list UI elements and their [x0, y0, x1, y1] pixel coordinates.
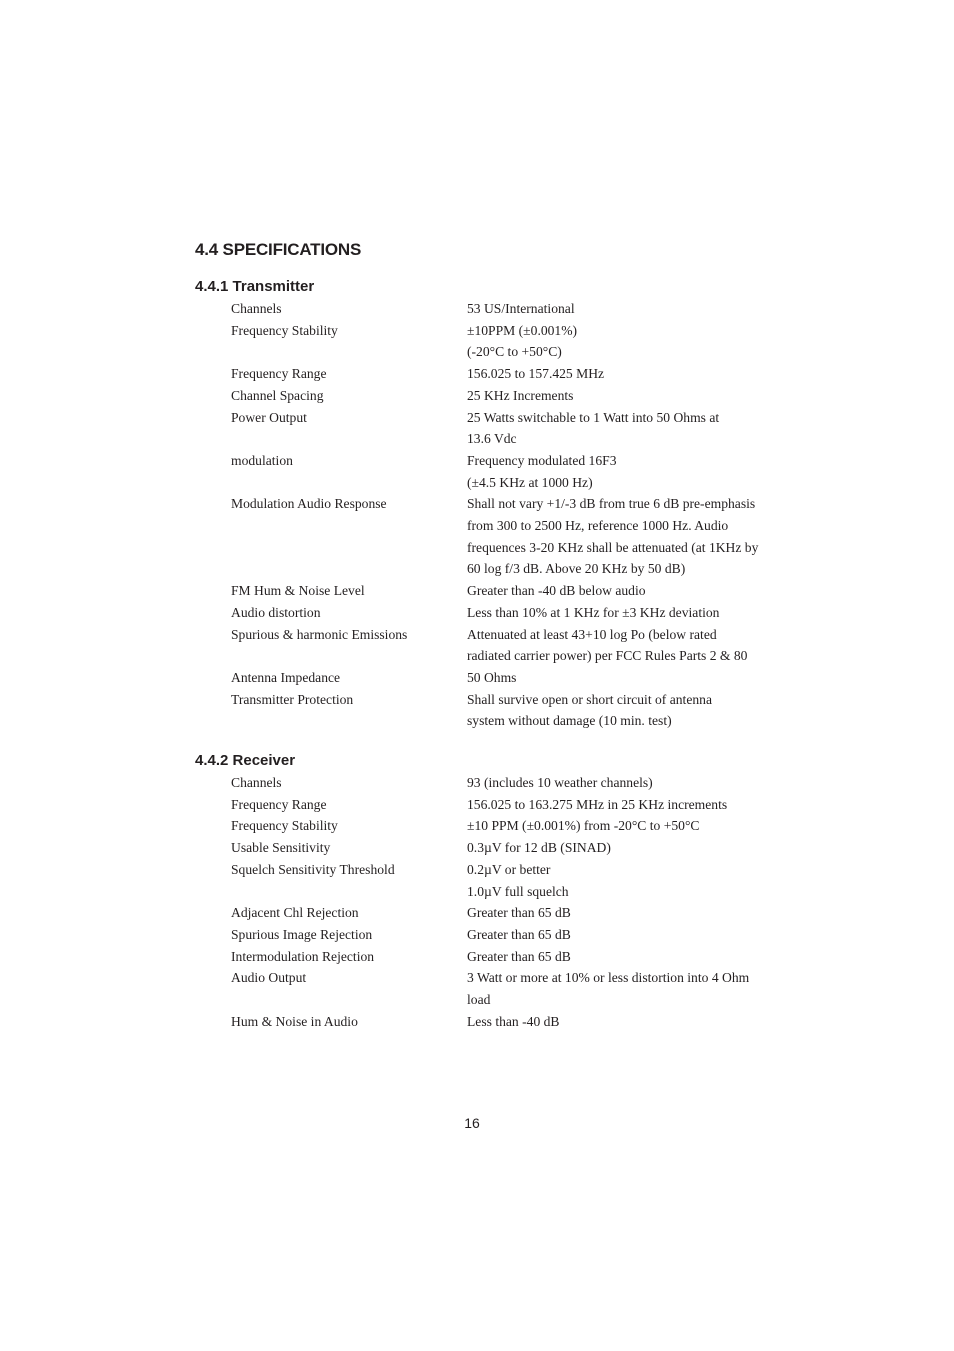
- spec-value: [467, 924, 776, 946]
- spec-row: [231, 407, 776, 450]
- spec-row: [231, 320, 776, 363]
- spec-label: Spurious & harmonic Emissions: [231, 626, 408, 642]
- spec-label: Hum & Noise in Audio: [231, 1013, 358, 1029]
- spec-row: [231, 794, 776, 816]
- spec-label: Transmitter Protection: [231, 691, 354, 707]
- spec-row: [231, 385, 776, 407]
- spec-value: [467, 580, 776, 602]
- spec-value: [467, 815, 776, 837]
- spec-value-line: from 300 to 2500 Hz, reference 1000 Hz. Audio: [467, 518, 729, 534]
- spec-value-line: ±10PPM (±0.001%): [467, 322, 578, 338]
- spec-value-line: 0.2µV or better: [467, 861, 551, 877]
- spec-row: [231, 667, 776, 689]
- transmitter-spec-list: [231, 298, 776, 732]
- spec-label: Channels: [231, 301, 282, 316]
- spec-value: [467, 624, 776, 667]
- spec-value: [467, 493, 776, 580]
- spec-value: [467, 320, 776, 363]
- spec-label: Modulation Audio Response: [231, 496, 387, 512]
- spec-label: Channel Spacing: [231, 387, 324, 403]
- spec-value-line: load: [467, 992, 491, 1008]
- spec-value: [467, 602, 776, 624]
- spec-value-line: Greater than 65 dB: [467, 948, 571, 964]
- spec-value-line: Greater than -40 dB below audio: [467, 583, 646, 599]
- spec-row: [231, 837, 776, 859]
- spec-row: [231, 946, 776, 968]
- spec-label: Power Output: [231, 409, 307, 425]
- spec-label: Antenna Impedance: [231, 669, 341, 685]
- spec-row: [231, 450, 776, 493]
- spec-row: [231, 493, 776, 580]
- spec-value-line: (±4.5 KHz at 1000 Hz): [467, 474, 593, 490]
- spec-value-line: 1.0µV full squelch: [467, 883, 569, 899]
- spec-value-line: ±10 PPM (±0.001%) from -20°C to +50°C: [467, 818, 700, 834]
- spec-label: Frequency Stability: [231, 322, 338, 338]
- spec-value-line: Less than 10% at 1 KHz for ±3 KHz deviation: [467, 604, 720, 620]
- spec-value: [467, 667, 776, 689]
- receiver-spec-list: [231, 772, 776, 1032]
- spec-value: [467, 385, 776, 407]
- spec-label: Frequency Stability: [231, 818, 338, 834]
- spec-value-line: Frequency modulated 16F3: [467, 452, 617, 468]
- spec-value-line: 93 (includes 10 weather channels): [467, 775, 653, 790]
- spec-value-line: 25 Watts switchable to 1 Watt into 50 Ohms at: [467, 409, 720, 425]
- spec-label: modulation: [231, 452, 293, 468]
- spec-value: [467, 363, 776, 385]
- spec-value-line: 13.6 Vdc: [467, 431, 517, 447]
- spec-label: Spurious Image Rejection: [231, 926, 373, 942]
- spec-label: Channels: [231, 775, 282, 790]
- spec-row: [231, 1011, 776, 1033]
- spec-row: [231, 689, 776, 732]
- spec-label: Audio distortion: [231, 604, 321, 620]
- spec-value: [467, 902, 776, 924]
- spec-label: Squelch Sensitivity Threshold: [231, 861, 395, 877]
- spec-value: [467, 407, 776, 450]
- spec-value: [467, 967, 776, 1010]
- spec-value: [467, 772, 776, 794]
- spec-value-line: Shall survive open or short circuit of antenna: [467, 691, 712, 707]
- spec-value-line: 156.025 to 157.425 MHz: [467, 366, 605, 382]
- spec-row: [231, 363, 776, 385]
- spec-row: [231, 298, 776, 320]
- spec-value-line: 53 US/International: [467, 301, 575, 316]
- spec-value-line: system without damage (10 min. test): [467, 713, 672, 729]
- spec-value-line: 60 log f/3 dB. Above 20 KHz by 50 dB): [467, 561, 686, 577]
- spec-row: [231, 602, 776, 624]
- spec-value-line: Greater than 65 dB: [467, 905, 571, 921]
- spec-value-line: Shall not vary +1/-3 dB from true 6 dB pre-emphasis: [467, 496, 756, 512]
- spec-value-line: Attenuated at least 43+10 log Po (below rated: [467, 626, 717, 642]
- spec-label: Frequency Range: [231, 796, 327, 812]
- spec-value-line: (-20°C to +50°C): [467, 344, 562, 360]
- spec-row: [231, 902, 776, 924]
- spec-value: [467, 859, 776, 902]
- spec-value: [467, 298, 776, 320]
- spec-label: FM Hum & Noise Level: [231, 583, 365, 599]
- spec-value-line: 156.025 to 163.275 MHz in 25 KHz increments: [467, 796, 728, 812]
- spec-value: [467, 450, 776, 493]
- spec-row: [231, 924, 776, 946]
- spec-value-line: 25 KHz Increments: [467, 387, 574, 403]
- spec-row: [231, 859, 776, 902]
- spec-value-line: frequences 3-20 KHz shall be attenuated (at 1KHz by: [467, 539, 759, 555]
- spec-value-line: 3 Watt or more at 10% or less distortion into 4 Ohm: [467, 970, 750, 986]
- spec-row: [231, 772, 776, 794]
- spec-label: Intermodulation Rejection: [231, 948, 375, 964]
- spec-value: [467, 946, 776, 968]
- spec-value-line: 0.3µV for 12 dB (SINAD): [467, 840, 611, 856]
- spec-row: [231, 624, 776, 667]
- spec-value-line: Less than -40 dB: [467, 1013, 560, 1029]
- spec-label: Usable Sensitivity: [231, 840, 331, 856]
- spec-value: [467, 689, 776, 732]
- spec-value: [467, 837, 776, 859]
- transmitter-title: 4.4.1 Transmitter: [195, 278, 315, 295]
- spec-label: Frequency Range: [231, 366, 327, 382]
- page-number: 16: [464, 1115, 480, 1131]
- spec-value: [467, 794, 776, 816]
- spec-label: Audio Output: [231, 970, 307, 986]
- section-title: 4.4 SPECIFICATIONS: [195, 240, 362, 259]
- spec-value-line: Greater than 65 dB: [467, 926, 571, 942]
- spec-row: [231, 580, 776, 602]
- spec-value-line: 50 Ohms: [467, 669, 517, 685]
- receiver-title: 4.4.2 Receiver: [195, 752, 296, 769]
- spec-value-line: radiated carrier power) per FCC Rules Parts 2 & 80: [467, 648, 748, 664]
- spec-value: [467, 1011, 776, 1033]
- spec-row: [231, 967, 776, 1010]
- spec-label: Adjacent Chl Rejection: [231, 905, 359, 921]
- spec-row: [231, 815, 776, 837]
